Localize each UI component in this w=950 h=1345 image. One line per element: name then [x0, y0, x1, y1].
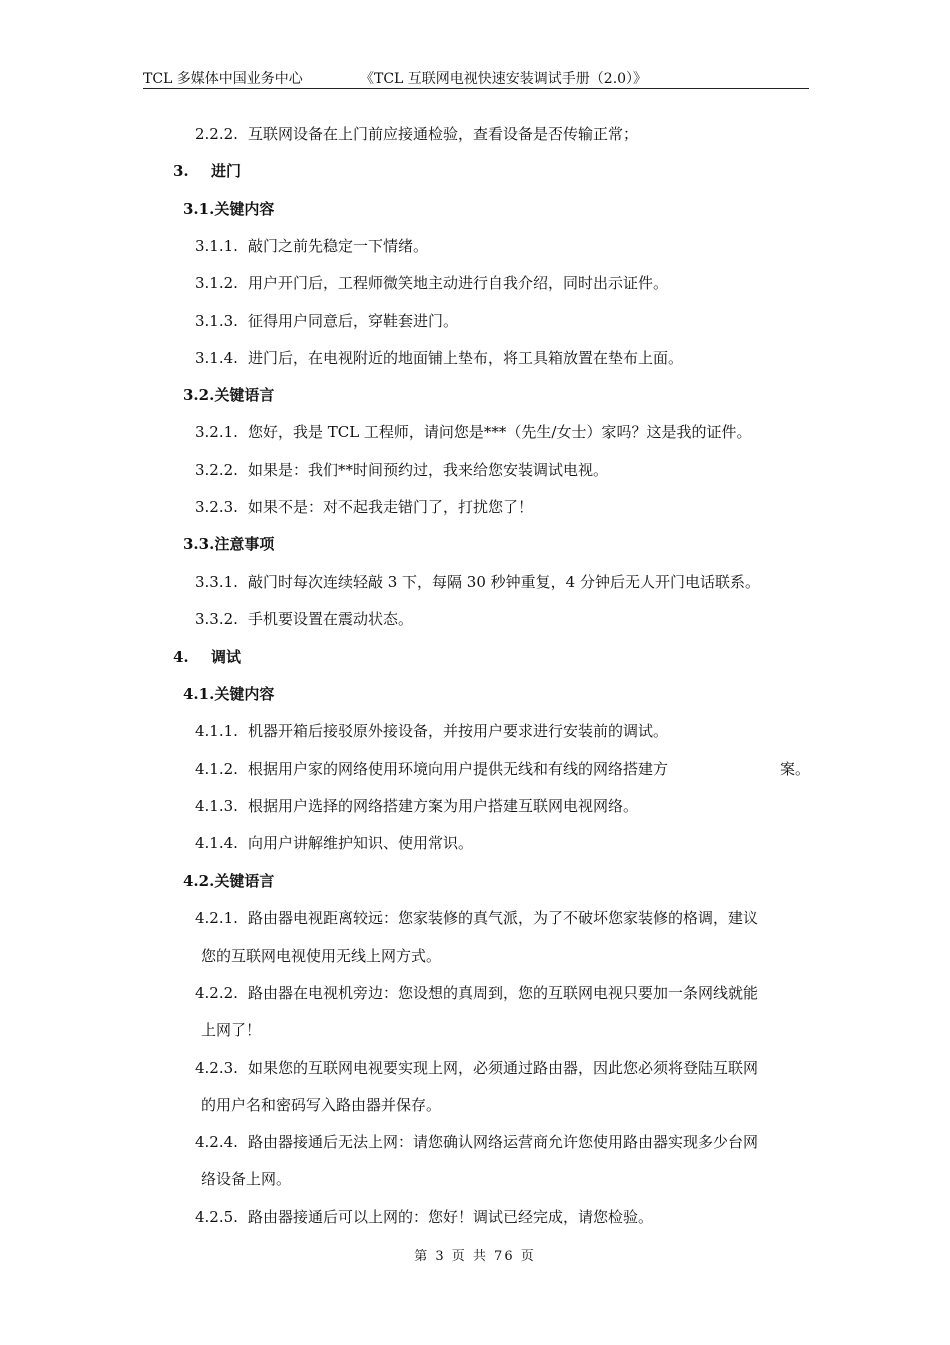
subsection-heading-4-1: [183, 684, 274, 704]
item-4-2-3-continued: [201, 1095, 441, 1115]
item-text: 路由器接通后可以上网的：您好！调试已经完成，请您检验。: [247, 1208, 653, 1226]
item-text: 手机要设置在震动状态。: [247, 610, 413, 628]
item-text: 如果是：我们**时间预约过，我来给您安装调试电视。: [247, 461, 608, 479]
item-number: 3.1.4.: [195, 349, 238, 367]
section-heading-4: [173, 647, 241, 667]
item-text: 敲门之前先稳定一下情绪。: [247, 237, 428, 255]
item-text: 路由器在电视机旁边：您设想的真周到，您的互联网电视只要加一条网线就能: [247, 984, 758, 1002]
item-text: 用户开门后，工程师微笑地主动进行自我介绍，同时出示证件。: [247, 274, 668, 292]
item-3-1-2: [195, 273, 668, 293]
subsection-number: 3.3.: [183, 535, 215, 553]
item-text: 根据用户家的网络使用环境向用户提供无线和有线的网络搭建方: [247, 760, 668, 778]
subsection-title: 关键内容: [214, 685, 275, 703]
item-text: 根据用户选择的网络搭建方案为用户搭建互联网电视网络。: [247, 797, 638, 815]
item-4-1-1: [195, 721, 668, 741]
item-number: 4.1.1.: [195, 722, 238, 740]
section-number: 3.: [173, 162, 189, 180]
item-4-1-2-tail: [780, 759, 810, 779]
item-number: 4.2.5.: [195, 1208, 238, 1226]
item-number: 4.2.1.: [195, 909, 238, 927]
section-number: 4.: [173, 648, 189, 666]
item-3-2-3: [195, 497, 533, 517]
item-number: 4.2.4.: [195, 1133, 238, 1151]
item-4-2-2: [195, 983, 758, 1003]
item-4-2-4-continued: [201, 1169, 291, 1189]
item-text-continued: 上网了！: [201, 1021, 262, 1039]
item-4-2-1-continued: [201, 946, 441, 966]
subsection-heading-3-1: [183, 199, 274, 219]
item-text: 征得用户同意后，穿鞋套进门。: [247, 312, 458, 330]
item-number: 4.2.2.: [195, 984, 238, 1002]
subsection-number: 4.1.: [183, 685, 215, 703]
item-text: 机器开箱后接驳原外接设备，并按用户要求进行安装前的调试。: [247, 722, 668, 740]
item-number: 3.1.1.: [195, 237, 238, 255]
page-number: 第 3 页 共 76 页: [414, 1249, 536, 1264]
item-number: 3.2.3.: [195, 498, 238, 516]
item-number: 4.1.3.: [195, 797, 238, 815]
item-number: 4.2.3.: [195, 1059, 238, 1077]
item-text: 路由器接通后无法上网：请您确认网络运营商允许您使用路由器实现多少台网: [247, 1133, 758, 1151]
item-text: 互联网设备在上门前应接通检验，查看设备是否传输正常；: [247, 125, 638, 143]
section-title: 进门: [211, 162, 242, 180]
item-4-2-5: [195, 1207, 653, 1227]
item-4-1-2: [195, 759, 668, 779]
item-text-continued: 络设备上网。: [201, 1170, 292, 1188]
item-4-2-3: [195, 1058, 758, 1078]
item-4-1-4: [195, 833, 473, 853]
subsection-title: 注意事项: [214, 535, 275, 553]
section-title: 调试: [211, 648, 242, 666]
subsection-title: 关键内容: [214, 200, 275, 218]
item-4-2-1: [195, 908, 758, 928]
item-number: 3.1.2.: [195, 274, 238, 292]
subsection-heading-3-2: [183, 385, 274, 405]
subsection-heading-4-2: [183, 871, 274, 891]
item-number: 4.1.2.: [195, 760, 238, 778]
item-4-1-3: [195, 796, 638, 816]
page-header: [143, 66, 809, 89]
subsection-number: 3.2.: [183, 386, 215, 404]
item-text: 向用户讲解维护知识、使用常识。: [247, 834, 473, 852]
item-text: 敲门时每次连续轻敲 3 下，每隔 30 秒钟重复，4 分钟后无人开门电话联系。: [247, 573, 760, 591]
item-number: 3.3.1.: [195, 573, 238, 591]
item-text: 路由器电视距离较远：您家装修的真气派，为了不破坏您家装修的格调，建议: [247, 909, 758, 927]
item-4-2-2-continued: [201, 1020, 261, 1040]
page-footer: [0, 1245, 950, 1264]
item-number: 3.1.3.: [195, 312, 238, 330]
item-3-1-1: [195, 236, 428, 256]
header-org: TCL 多媒体中国业务中心: [143, 71, 303, 87]
item-number: 3.2.1.: [195, 423, 238, 441]
subsection-number: 4.2.: [183, 872, 215, 890]
section-heading-3: [173, 161, 241, 181]
header-doc-title: 《TCL 互联网电视快速安装调试手册（2.0）》: [360, 71, 648, 87]
item-4-2-4: [195, 1132, 758, 1152]
item-number: 2.2.2.: [195, 125, 238, 143]
item-2-2-2: [195, 124, 638, 144]
item-3-1-3: [195, 311, 458, 331]
subsection-heading-3-3: [183, 534, 274, 554]
item-number: 3.2.2.: [195, 461, 238, 479]
item-text: 如果不是：对不起我走错门了，打扰您了！: [247, 498, 533, 516]
item-number: 4.1.4.: [195, 834, 238, 852]
item-3-2-1: [195, 422, 751, 442]
subsection-number: 3.1.: [183, 200, 215, 218]
subsection-title: 关键语言: [214, 386, 275, 404]
item-3-3-1: [195, 572, 760, 592]
item-text-continued: 您的互联网电视使用无线上网方式。: [201, 947, 442, 965]
item-text: 您好，我是 TCL 工程师，请问您是***（先生/女士）家吗？这是我的证件。: [247, 423, 752, 441]
item-text-tail: 案。: [780, 760, 811, 778]
item-text-continued: 的用户名和密码写入路由器并保存。: [201, 1096, 442, 1114]
item-3-1-4: [195, 348, 683, 368]
subsection-title: 关键语言: [214, 872, 275, 890]
item-text: 进门后，在电视附近的地面铺上垫布，将工具箱放置在垫布上面。: [247, 349, 683, 367]
item-text: 如果您的互联网电视要实现上网，必须通过路由器，因此您必须将登陆互联网: [247, 1059, 758, 1077]
item-3-3-2: [195, 609, 413, 629]
item-number: 3.3.2.: [195, 610, 238, 628]
item-3-2-2: [195, 460, 608, 480]
